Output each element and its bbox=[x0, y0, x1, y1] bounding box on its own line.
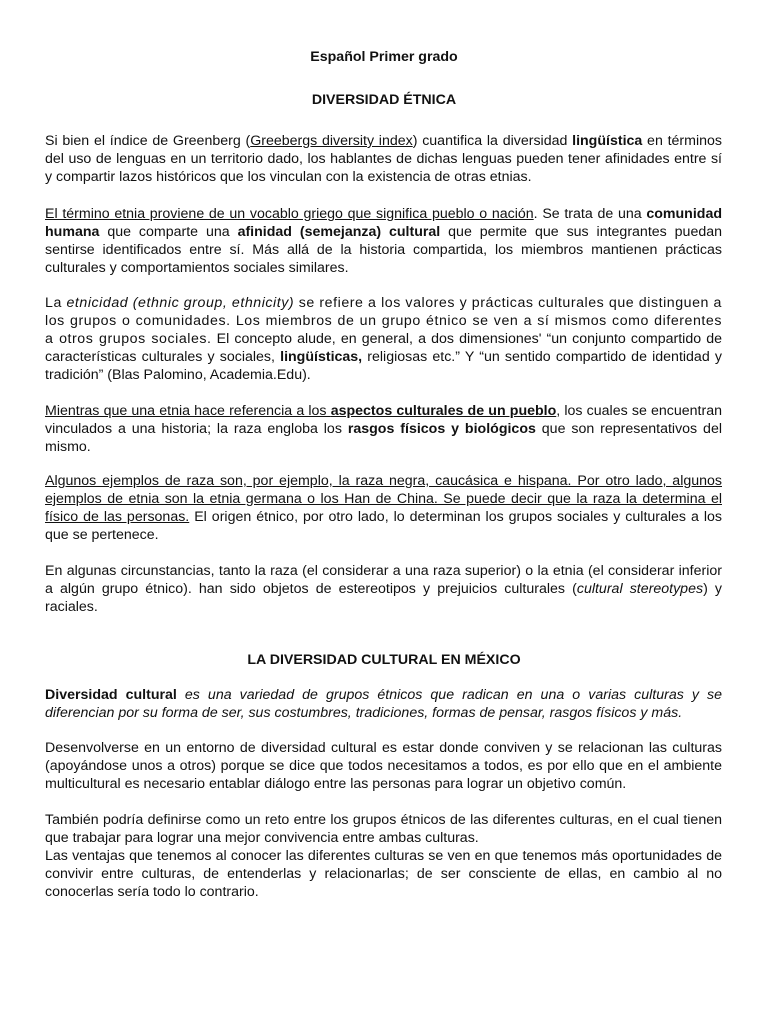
bold-term: lingüísticas, bbox=[280, 349, 363, 365]
underlined-text: El término etnia proviene de un vocablo griego que significa pueblo o nación bbox=[45, 206, 534, 222]
text: En algunas circunstancias, tanto la raza (el considerar a una raza superior) o la etnia (el considerar inferior a algún grupo étnico). han sido objetos de estereotipos y prejuicios culturales ( bbox=[45, 563, 722, 597]
text: ) y raciales. bbox=[45, 581, 723, 615]
italic-term: etnicidad (ethnic group, ethnicity) bbox=[66, 295, 295, 311]
paragraph-ejemplos bbox=[45, 472, 722, 544]
bold-term: rasgos físicos y biológicos bbox=[347, 421, 536, 437]
paragraph-reto: También podría definirse como un reto entre los grupos étnicos de las diferentes culturas, en el cual tienen que trabajar para lograr una mejor convivencia entre ambas culturas. bbox=[45, 812, 722, 846]
text: El origen étnico, por otro lado, lo determinan los grupos sociales y culturales a los que se pertenece. bbox=[45, 509, 722, 543]
text: Si bien el índice de Greenberg ( bbox=[45, 133, 251, 149]
underlined-bold-term: aspectos culturales de un pueblo bbox=[330, 403, 557, 419]
section-title-diversidad-etnica: DIVERSIDAD ÉTNICA bbox=[311, 92, 457, 108]
underlined-text: Mientras que una etnia hace referencia a los bbox=[45, 403, 331, 419]
text: que son representativos del mismo. bbox=[45, 421, 722, 455]
underlined-text: Algunos ejemplos de raza son, por ejemplo, la raza negra, caucásica e hispana. Por otro lado, algunos ejemplos de etnia son la etnia germana o los Han de China. Se puede decir que la raza la determina el físico de las personas. bbox=[45, 473, 722, 525]
bold-term: lingüística bbox=[572, 133, 643, 149]
bold-term: Diversidad cultural bbox=[45, 687, 177, 703]
text: que permite que sus integrantes puedan sentirse identificados entre sí. Más allá de la historia compartida, los miembros mantienen prácticas culturales y comportamientos sociales similares. bbox=[45, 224, 723, 276]
bold-term: comunidad humana bbox=[45, 206, 722, 240]
paragraph-diversidad-cultural-def bbox=[45, 686, 722, 722]
greenberg-index-link[interactable]: Greebergs diversity index bbox=[250, 133, 413, 149]
text: ) cuantifica la diversidad bbox=[412, 133, 573, 149]
text: El concepto alude, en general, a dos dimensiones' “un conjunto compartido de características culturales y sociales, bbox=[45, 331, 722, 365]
paragraph-raza-etnia bbox=[45, 402, 722, 456]
italic-term: cultural stereotypes bbox=[576, 581, 704, 597]
paragraph-estereotipos bbox=[45, 562, 722, 616]
text: se refiere a los valores y prácticas culturales que distinguen a los grupos o comunidades. Los miembros de un grupo étnico se ven a sí mismos como diferentes a otros grupos sociales. bbox=[45, 295, 722, 347]
text: . Se trata de una bbox=[533, 206, 647, 222]
text: religiosas etc.” Y “un sentido compartido de identidad y tradición” (Blas Palomino, Academia.Edu). bbox=[45, 349, 722, 383]
text: La bbox=[45, 295, 67, 311]
section-title-diversidad-cultural: LA DIVERSIDAD CULTURAL EN MÉXICO bbox=[247, 652, 521, 668]
text: en términos del uso de lenguas en un territorio dado, los hablantes de dichas lenguas pueden tener afinidades entre sí y compartir lazos históricos que los vinculan con la existencia de otras etnias. bbox=[45, 133, 722, 185]
paragraph-greenberg bbox=[45, 132, 722, 186]
bold-term: afinidad (semejanza) cultural bbox=[237, 224, 441, 240]
paragraph-desenvolverse: Desenvolverse en un entorno de diversidad cultural es estar donde conviven y se relacionan las culturas (apoyándose unos a otros) porque se dice que todos necesitamos a todos, es por ello que en el ambiente multicultural es necesario entablar diálogo entre las personas para lograr un objetivo común. bbox=[45, 740, 722, 792]
paragraph-etnia bbox=[45, 205, 722, 277]
text: , los cuales se encuentran vinculados a una historia; la raza engloba los bbox=[45, 403, 722, 437]
italic-text: es una variedad de grupos étnicos que radican en una o varias culturas y se diferencian por su forma de ser, sus costumbres, tradiciones, formas de pensar, rasgos físicos y más. bbox=[45, 687, 722, 721]
paragraph-ventajas: Las ventajas que tenemos al conocer las diferentes culturas se ven en que tenemos más oportunidades de convivir entre culturas, de entenderlas y relacionarlas; de ser consciente de ellas, en cambio al no conocerlas sería todo lo contrario. bbox=[45, 848, 722, 900]
paragraph-etnicidad bbox=[45, 294, 722, 384]
text: que comparte una bbox=[99, 224, 238, 240]
grade-title: Español Primer grado bbox=[310, 49, 458, 65]
